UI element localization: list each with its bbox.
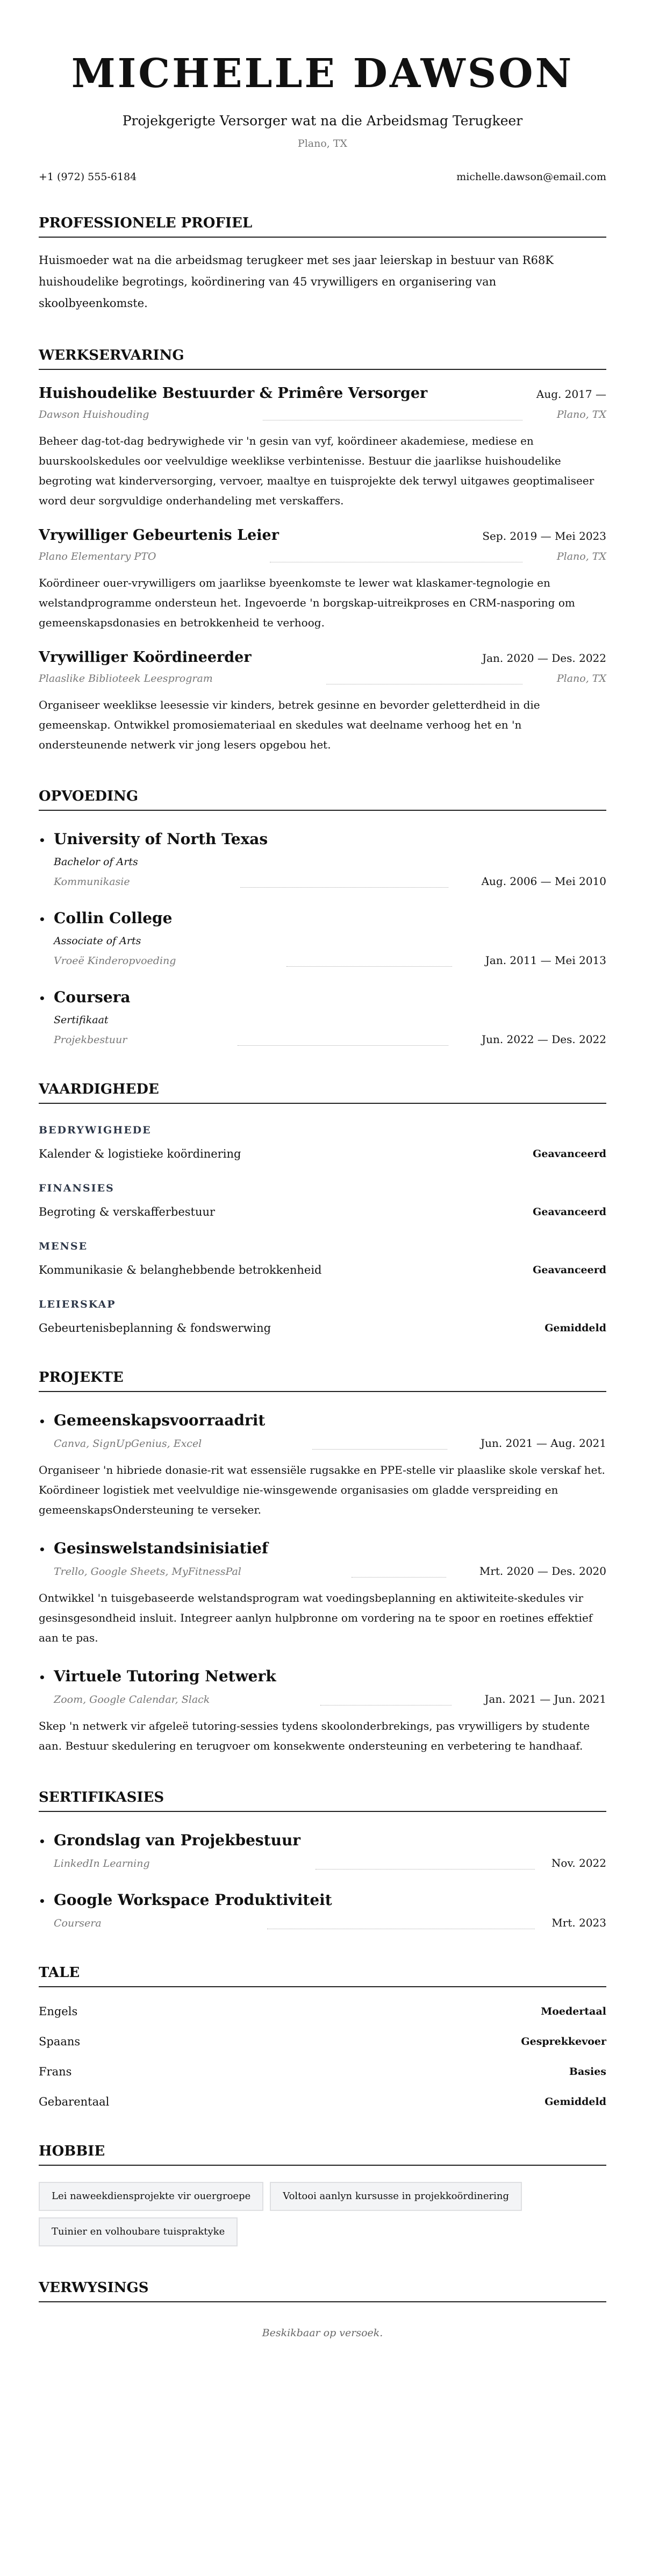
project-meta — [39, 1691, 606, 1708]
education-header — [39, 829, 606, 851]
job-location: Plano, TX — [556, 551, 606, 562]
certification-meta — [39, 1915, 606, 1931]
skill-row — [39, 1146, 606, 1162]
education-details — [39, 854, 606, 890]
section-title: TALE — [39, 1965, 80, 1981]
education-dates: Jan. 2011 — Mei 2013 — [485, 954, 606, 967]
degree: Sertifikaat — [54, 1014, 109, 1026]
language-name: Gebarentaal — [39, 2095, 110, 2108]
skill-group — [39, 1297, 606, 1336]
dotted-leader — [286, 966, 452, 967]
language-level: Basies — [569, 2066, 606, 2078]
skill-row — [39, 1204, 606, 1220]
project-dates: Jan. 2021 — Jun. 2021 — [484, 1693, 606, 1706]
project-entry — [39, 1666, 606, 1756]
certification-name: Grondslag van Projekbestuur — [54, 1831, 301, 1849]
section-divider — [39, 2301, 606, 2302]
bullet-icon: • — [39, 1415, 46, 1428]
certification-header — [39, 1890, 606, 1911]
project-tech: Trello, Google Sheets, MyFitnessPal — [54, 1566, 241, 1578]
candidate-location: Plano, TX — [297, 138, 348, 149]
project-dates: Mrt. 2020 — Des. 2020 — [479, 1565, 606, 1578]
dotted-leader — [238, 1045, 449, 1046]
education-dates: Aug. 2006 — Mei 2010 — [481, 875, 606, 888]
job-title: Vrywilliger Gebeurtenis Leier — [39, 527, 279, 544]
skill-group — [39, 1123, 606, 1162]
job-dates: Aug. 2017 — — [536, 388, 606, 401]
job-description: Organiseer weeklikse leesessie vir kinders, betrek gesinne en bevorder geletterdheid in die gemeenskap. Ontwikkel promosiemateriaal en skedules wat deelname verhoog het en 'n ondersteunende netwerk vir jong lesers opgebou het. — [39, 698, 540, 751]
language-row — [39, 2064, 606, 2080]
skill-name: Kalender & logistieke koördinering — [39, 1147, 241, 1160]
section-title: PROJEKTE — [39, 1369, 124, 1386]
field-of-study: Projekbestuur — [54, 1034, 127, 1046]
project-header — [39, 1538, 606, 1560]
hobbies-section — [39, 2142, 606, 2246]
section-divider — [39, 369, 606, 370]
language-name: Spaans — [39, 2035, 81, 2048]
project-header — [39, 1666, 606, 1688]
certification-date: Mrt. 2023 — [551, 1916, 606, 1929]
language-level: Gemiddeld — [544, 2096, 606, 2108]
section-divider — [39, 1391, 606, 1392]
skill-category: FINANSIES — [39, 1182, 114, 1194]
section-title: VAARDIGHEDE — [39, 1081, 159, 1097]
certification-header — [39, 1830, 606, 1852]
language-row — [39, 2094, 606, 2110]
languages-section — [39, 1964, 606, 2110]
project-description: Ontwikkel 'n tuisgebaseerde welstandsprogram wat voedingsbeplanning en aktiwiteite-skedules vir gesinsgesondheid insluit. Integreer aanlyn hulpbronne om vordering na te spoor en roetines effektief aan te pas. — [39, 1592, 593, 1644]
section-title: PROFESSIONELE PROFIEL — [39, 215, 253, 231]
certifications-section — [39, 1788, 606, 1931]
hobby-tag: Tuinier en volhoubare tuispraktyke — [39, 2217, 238, 2246]
certification-entry — [39, 1890, 606, 1931]
section-title: VERWYSINGS — [39, 2280, 149, 2296]
language-level: Gesprekkevoer — [521, 2036, 606, 2047]
school-name: Coursera — [54, 988, 131, 1006]
dotted-leader — [320, 1705, 452, 1706]
project-dates: Jun. 2021 — Aug. 2021 — [481, 1437, 606, 1450]
section-title: WERKSERVARING — [39, 347, 184, 363]
certification-entry — [39, 1830, 606, 1872]
contact-row — [39, 170, 606, 184]
job-meta — [39, 548, 606, 565]
education-entry — [39, 987, 606, 1048]
bullet-icon: • — [39, 1543, 46, 1556]
hobby-tag: Voltooi aanlyn kursusse in projekkoördinering — [270, 2182, 522, 2211]
candidate-name: MICHELLE DAWSON — [71, 51, 574, 97]
education-meta — [54, 952, 606, 969]
job-meta — [39, 406, 606, 423]
section-divider — [39, 1986, 606, 1987]
job-header — [39, 384, 606, 403]
language-row — [39, 2003, 606, 2020]
skill-name: Begroting & verskafferbestuur — [39, 1205, 216, 1218]
experience-section — [39, 346, 606, 755]
job-dates: Sep. 2019 — Mei 2023 — [482, 530, 606, 543]
bullet-icon: • — [39, 913, 46, 926]
dotted-leader — [312, 1449, 448, 1450]
job-title: Huishoudelike Bestuurder & Primêre Versorger — [39, 385, 428, 402]
job-meta — [39, 670, 606, 687]
job-description: Beheer dag-tot-dag bedrywighede vir 'n gesin van vyf, koördineer akademiese, mediese en buurskoolskedules oor veelvuldige weeklikse verbintenisse. Bestuur die jaarlikse huishoudelike begroting wat kinderversorging, vervoer, maaltye en tuisprojekte dek terwyl uitgawes geoptimaliseer word deur sorgvuldige onderhandeling met verskaffers. — [39, 434, 594, 507]
section-divider — [39, 1811, 606, 1812]
project-meta — [39, 1435, 606, 1452]
skill-level: Geavanceerd — [533, 1264, 606, 1276]
profile-text: Huismoeder wat na die arbeidsmag terugkeer met ses jaar leierskap in bestuur van R68K huishoudelike begrotings, koördinering van 45 vrywilligers en organisering van skoolbyeenkomste. — [39, 254, 554, 310]
language-name: Engels — [39, 2005, 78, 2018]
project-entry — [39, 1410, 606, 1520]
references-section — [39, 2279, 606, 2339]
job-title: Vrywilliger Koördineerder — [39, 649, 252, 666]
project-tech: Zoom, Google Calendar, Slack — [54, 1694, 210, 1706]
candidate-headline: Projekgerigte Versorger wat na die Arbeidsmag Terugkeer — [122, 113, 523, 129]
resume-header — [39, 49, 606, 184]
field-of-study: Vroeë Kinderopvoeding — [54, 955, 176, 967]
profile-section — [39, 214, 606, 314]
section-title: OPVOEDING — [39, 788, 139, 804]
job-entry — [39, 384, 606, 511]
job-description: Koördineer ouer-vrywilligers om jaarlikse byeenkomste te lewer wat klaskamer-tegnologie en welstandprogramme ondersteun het. Ingevoerde 'n borgskap-uitreikproses en CRM-nasporing om gemeenskapsdonasies en betrokkenheid te verhoog. — [39, 576, 575, 629]
phone-number: +1 (972) 555-6184 — [39, 171, 137, 183]
skill-row — [39, 1320, 606, 1336]
project-name: Gesinswelstandsinisiatief — [54, 1539, 268, 1557]
field-of-study: Kommunikasie — [54, 876, 130, 888]
bullet-icon: • — [39, 834, 46, 847]
education-dates: Jun. 2022 — Des. 2022 — [482, 1033, 606, 1046]
education-entry — [39, 829, 606, 890]
skill-name: Gebeurtenisbeplanning & fondswerwing — [39, 1322, 271, 1335]
project-description: Skep 'n netwerk vir afgeleë tutoring-sessies tydens skoolonderbrekings, pas vrywilligers by studente aan. Bestuur skedulering en terugvoer om konsekwente ondersteuning en verbetering te handhaaf. — [39, 1719, 590, 1752]
hobby-tag: Lei naweekdiensprojekte vir ouergroepe — [39, 2182, 263, 2211]
bullet-icon: • — [39, 1671, 46, 1684]
education-section — [39, 787, 606, 1048]
bullet-icon: • — [39, 992, 46, 1005]
education-header — [39, 908, 606, 930]
job-entry — [39, 526, 606, 633]
section-title: HOBBIE — [39, 2143, 105, 2159]
job-entry — [39, 648, 606, 755]
degree: Bachelor of Arts — [54, 856, 138, 868]
dotted-leader — [240, 887, 448, 888]
project-tech: Canva, SignUpGenius, Excel — [54, 1438, 202, 1450]
language-level: Moedertaal — [541, 2006, 606, 2017]
job-header — [39, 648, 606, 667]
school-name: Collin College — [54, 909, 173, 927]
skill-category: BEDRYWIGHEDE — [39, 1124, 152, 1136]
job-location: Plano, TX — [556, 409, 606, 420]
email-address[interactable]: michelle.dawson@email.com — [456, 171, 606, 183]
education-entry — [39, 908, 606, 969]
section-divider — [39, 810, 606, 811]
education-meta — [54, 1031, 606, 1048]
bullet-icon: • — [39, 1895, 46, 1908]
skill-name: Kommunikasie & belanghebbende betrokkenheid — [39, 1264, 322, 1276]
section-divider — [39, 1103, 606, 1104]
skill-level: Gemiddeld — [544, 1322, 606, 1334]
job-location: Plano, TX — [556, 673, 606, 684]
projects-section — [39, 1368, 606, 1756]
project-name: Gemeenskapsvoorraadrit — [54, 1411, 266, 1429]
skill-category: LEIERSKAP — [39, 1298, 116, 1310]
project-name: Virtuele Tutoring Netwerk — [54, 1667, 276, 1685]
skills-section — [39, 1080, 606, 1336]
certification-date: Nov. 2022 — [551, 1857, 606, 1869]
project-meta — [39, 1563, 606, 1580]
skill-category: MENSE — [39, 1240, 88, 1252]
company-name: Plaaslike Biblioteek Leesprogram — [39, 673, 213, 684]
job-dates: Jan. 2020 — Des. 2022 — [482, 652, 606, 665]
company-name: Plano Elementary PTO — [39, 551, 156, 562]
bullet-icon: • — [39, 1835, 46, 1848]
section-divider — [39, 237, 606, 238]
company-name: Dawson Huishouding — [39, 409, 149, 420]
language-row — [39, 2033, 606, 2050]
degree: Associate of Arts — [54, 935, 141, 947]
project-header — [39, 1410, 606, 1432]
skill-level: Geavanceerd — [533, 1206, 606, 1218]
section-divider — [39, 2165, 606, 2166]
references-note: Beskikbaar op versoek. — [262, 2327, 383, 2339]
section-title: SERTIFIKASIES — [39, 1789, 164, 1806]
certification-name: Google Workspace Produktiviteit — [54, 1891, 332, 1909]
skill-row — [39, 1262, 606, 1278]
education-header — [39, 987, 606, 1009]
language-name: Frans — [39, 2065, 72, 2078]
school-name: University of North Texas — [54, 830, 268, 848]
education-details — [39, 1012, 606, 1048]
dotted-leader — [352, 1577, 446, 1578]
skill-group — [39, 1239, 606, 1278]
education-meta — [54, 873, 606, 890]
project-description: Organiseer 'n hibriede donasie-rit wat essensiële rugsakke en PPE-stelle vir plaaslike skole verskaf het. Koördineer logistiek met veelvuldige nie-winsgewende organisasies om gladde verspreiding en gemeenskapsOndersteuning te verseker. — [39, 1464, 605, 1516]
certification-issuer: LinkedIn Learning — [54, 1858, 150, 1869]
project-entry — [39, 1538, 606, 1648]
education-details — [39, 933, 606, 969]
job-header — [39, 526, 606, 545]
certification-meta — [39, 1855, 606, 1872]
certification-issuer: Coursera — [54, 1917, 102, 1929]
skill-level: Geavanceerd — [533, 1148, 606, 1160]
skill-group — [39, 1181, 606, 1220]
